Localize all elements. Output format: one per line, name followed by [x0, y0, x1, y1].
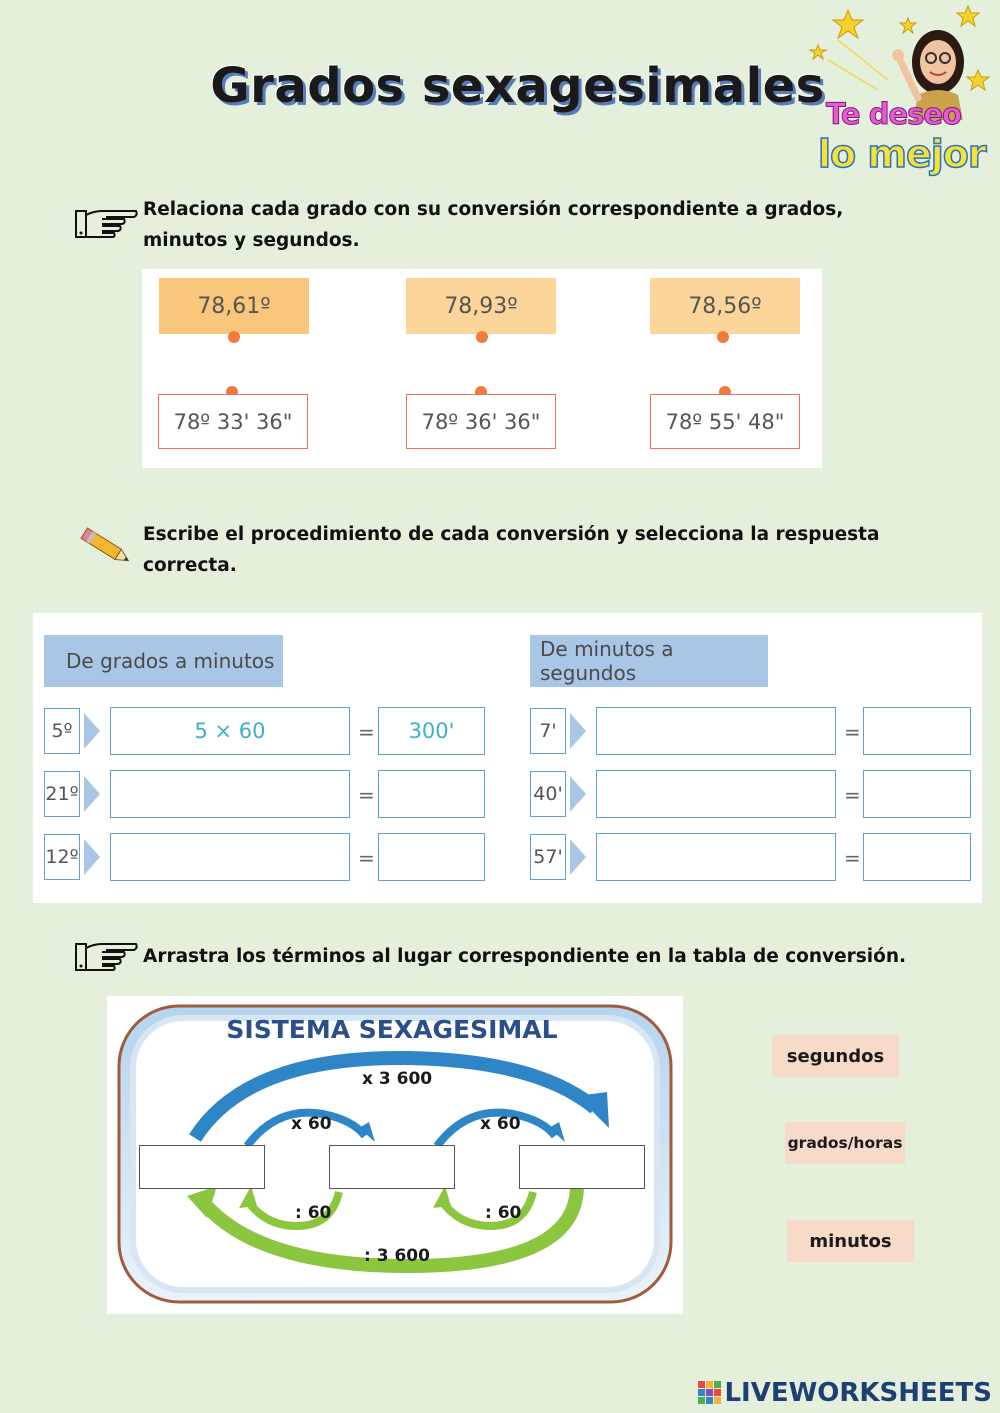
procedure-input[interactable]	[596, 707, 836, 755]
row-label: 5º	[44, 708, 80, 754]
result-input[interactable]	[378, 770, 485, 818]
pencil-icon	[80, 524, 136, 572]
drop-zone-middle[interactable]	[329, 1145, 455, 1189]
match-dot[interactable]	[476, 331, 488, 343]
label-div-3600: : 3 600	[364, 1246, 430, 1266]
exercise1-instruction	[143, 194, 843, 256]
decimal-degree-box: 78,56º	[650, 278, 800, 334]
procedure-input[interactable]	[110, 770, 350, 818]
star-icon	[810, 6, 989, 90]
arrow-right-icon	[84, 713, 100, 749]
diagram-title: SISTEMA SEXAGESIMAL	[226, 1015, 558, 1044]
drop-zone-right[interactable]	[519, 1145, 645, 1189]
dms-box: 78º 55' 48"	[650, 394, 800, 449]
exercise1-instruction-line1: Relaciona cada grado con su conversión correspondiente a grados,	[143, 199, 844, 220]
procedure-input[interactable]	[110, 833, 350, 881]
exercise1-instruction-line2: minutos y segundos.	[143, 230, 360, 251]
arrow-right-icon	[570, 776, 586, 812]
exercise2-instruction-line1: Escribe el procedimiento de cada conversión y selecciona la respuesta	[143, 524, 880, 545]
result-input[interactable]	[863, 833, 971, 881]
procedure-input[interactable]	[596, 770, 836, 818]
arrow-right-icon	[84, 839, 100, 875]
page-title: Grados sexagesimales	[210, 58, 825, 114]
pointing-hand-icon	[72, 205, 138, 241]
label-x-60-left: x 60	[291, 1114, 332, 1134]
badge-line2: lo mejor	[818, 132, 986, 176]
decimal-degree-box: 78,93º	[406, 278, 556, 334]
chip-segundos[interactable]: segundos	[772, 1035, 899, 1077]
result-input[interactable]	[863, 770, 971, 818]
drop-zone-left[interactable]	[139, 1145, 265, 1189]
equals-sign: =	[358, 846, 375, 870]
exercise2-instruction	[143, 519, 880, 581]
match-dot[interactable]	[228, 331, 240, 343]
result-input[interactable]: 300'	[378, 707, 485, 755]
exercise2-instruction-line2: correcta.	[143, 555, 237, 576]
match-dot[interactable]	[717, 331, 729, 343]
pointing-hand-icon	[72, 938, 138, 974]
label-div-60-right: : 60	[485, 1203, 522, 1223]
dms-box: 78º 36' 36"	[406, 394, 556, 449]
arrow-right-icon	[570, 713, 586, 749]
result-input[interactable]	[863, 707, 971, 755]
label-x-60-right: x 60	[480, 1114, 521, 1134]
row-label: 21º	[44, 771, 80, 817]
exercise3-instruction: Arrastra los términos al lugar correspondiente en la tabla de conversión.	[143, 946, 907, 967]
equals-sign: =	[844, 846, 861, 870]
table-header-minutes-to-seconds: De minutos a segundos	[530, 635, 768, 687]
chip-grados-horas[interactable]: grados/horas	[785, 1122, 905, 1164]
label-x-3600: x 3 600	[362, 1069, 433, 1089]
row-label: 57'	[530, 834, 566, 880]
dms-box: 78º 33' 36"	[158, 394, 308, 449]
equals-sign: =	[358, 783, 375, 807]
result-input[interactable]	[378, 833, 485, 881]
procedure-input[interactable]	[596, 833, 836, 881]
arrow-right-icon	[84, 776, 100, 812]
badge-line1: Te deseo	[826, 97, 961, 131]
table-header-degrees-to-minutes: De grados a minutos	[44, 635, 283, 687]
row-label: 12º	[44, 834, 80, 880]
label-div-60-left: : 60	[295, 1203, 332, 1223]
footer-brand[interactable]: LIVEWORKSHEETS	[724, 1378, 992, 1408]
row-label: 40'	[530, 771, 566, 817]
procedure-input[interactable]: 5 × 60	[110, 707, 350, 755]
decimal-degree-box: 78,61º	[159, 278, 309, 334]
arrow-right-icon	[570, 839, 586, 875]
chip-minutos[interactable]: minutos	[787, 1220, 914, 1262]
equals-sign: =	[844, 783, 861, 807]
equals-sign: =	[844, 720, 861, 744]
row-label: 7'	[530, 708, 566, 754]
liveworksheets-logo-icon	[698, 1381, 722, 1405]
equals-sign: =	[358, 720, 375, 744]
